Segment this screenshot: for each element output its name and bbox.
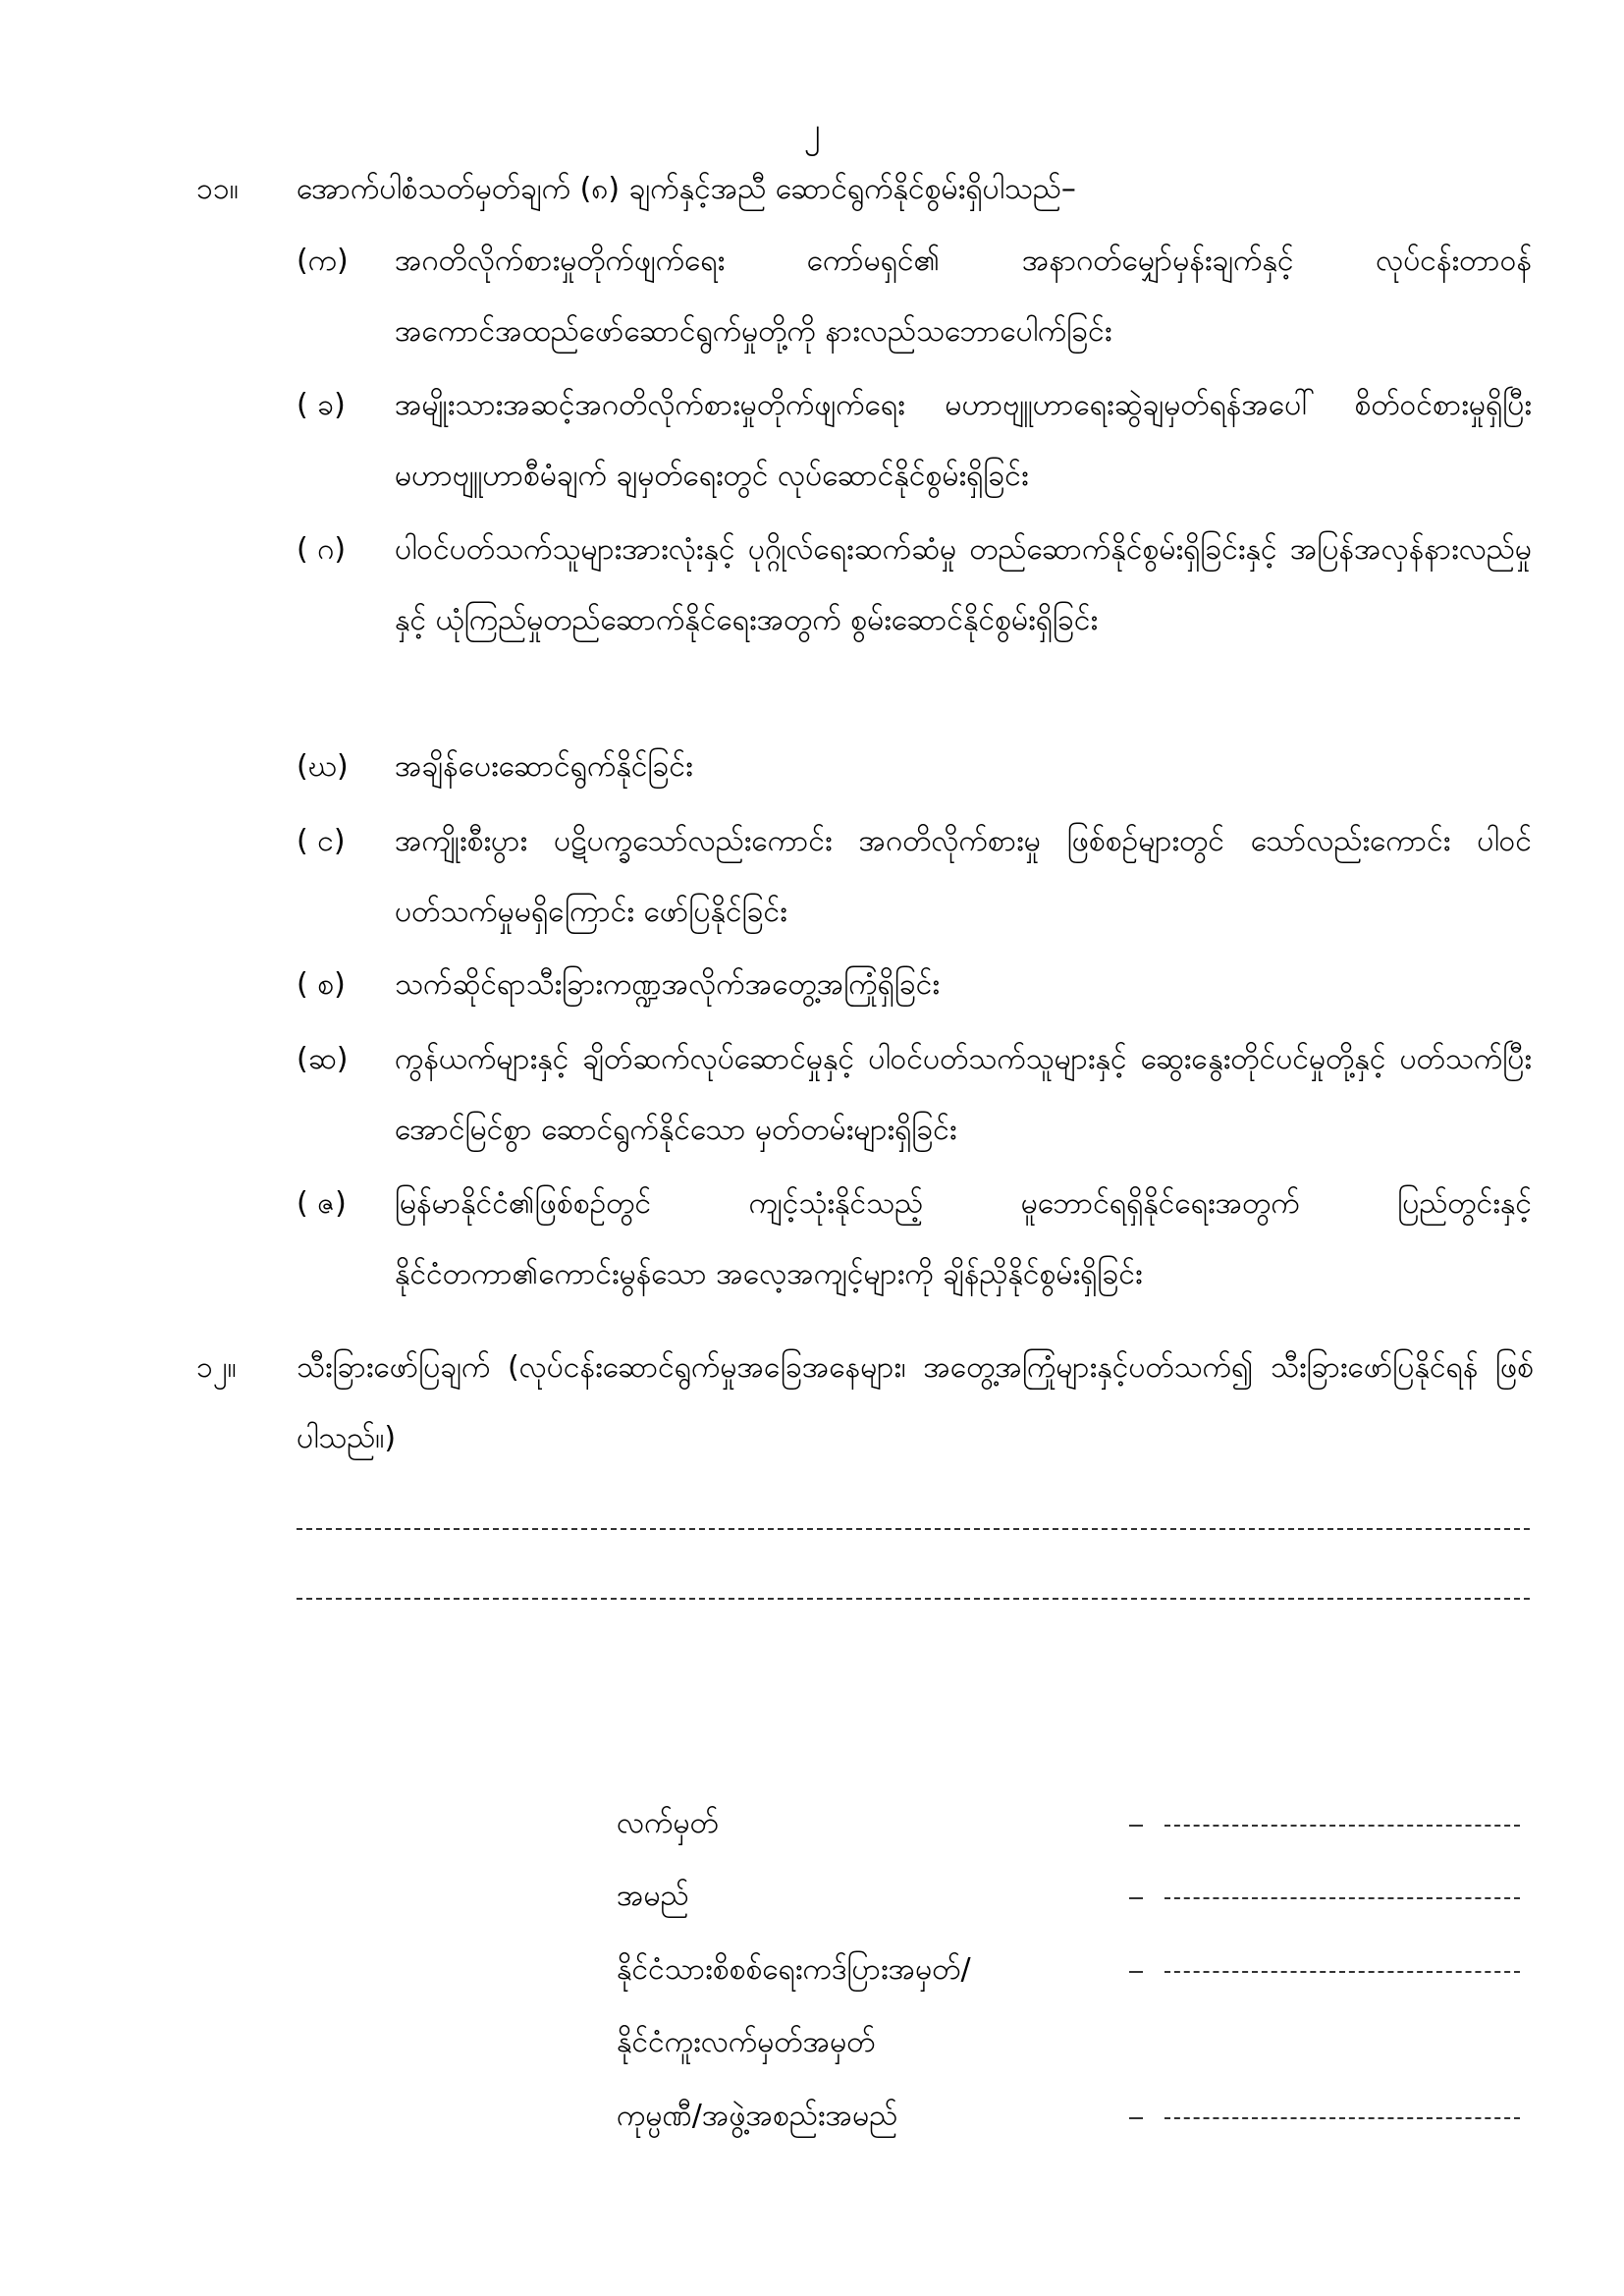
criteria-label-nga: ( င) bbox=[297, 824, 346, 858]
criteria-label-za: ( ဇ) bbox=[297, 1186, 347, 1221]
criteria-label-ga: ( ဂ) bbox=[297, 532, 347, 567]
page-number: ၂ bbox=[803, 111, 821, 150]
answer-line-1[interactable] bbox=[297, 1528, 1530, 1530]
criteria-text-nga: အကျိုးစီးပွား ပဋိပက္ခသော်လည်းကောင်း အဂတိလိုက်စားမှု ဖြစ်စဉ်များတွင် သော်လည်းကောင်း ပါဝင်ပတ်သက်မှုမရှိကြောင်း ဖော်ပြနိုင်ခြင်း bbox=[395, 824, 1532, 929]
criteria-text-ka: အဂတိလိုက်စားမှုတိုက်ဖျက်ရေး ကော်မရှင်၏ အနာဂတ်မျှော်မှန်းချက်နှင့် လုပ်ငန်းတာဝန်အကောင်အထည်ဖော်ဆောင်ရွက်မှုတို့ကို နားလည်သဘောပေါက်ခြင်း bbox=[395, 244, 1532, 349]
criteria-label-gha: (ဃ) bbox=[297, 749, 349, 784]
criteria-label-kha: ( ခ) bbox=[297, 388, 346, 422]
criteria-text-gha: အချိန်ပေးဆောင်ရွက်နိုင်ခြင်း bbox=[395, 749, 693, 784]
id-number-field[interactable] bbox=[1129, 1947, 1522, 1993]
section-12-text: သီးခြားဖော်ပြချက် (လုပ်ငန်းဆောင်ရွက်မှုအခြေအနေများ၊ အတွေ့အကြုံများနှင့်ပတ်သက်၍ သီးခြားဖော်ပြနိုင်ရန် ဖြစ်ပါသည်။) bbox=[297, 1350, 1534, 1455]
criteria-text-kha: အမျိုးသားအဆင့်အဂတိလိုက်စားမှုတိုက်ဖျက်ရေး မဟာဗျူဟာရေးဆွဲချမှတ်ရန်အပေါ် စိတ်ဝင်စားမှုရှိပြီး မဟာဗျူဟာစီမံချက် ချမှတ်ရေးတွင် လုပ်ဆောင်နိုင်စွမ်းရှိခြင်း bbox=[395, 388, 1532, 493]
criteria-label-sa: ( စ) bbox=[297, 967, 346, 1002]
passport-number-label: နိုင်ငံကူးလက်မှတ်အမှတ် bbox=[617, 2025, 876, 2059]
signature-field[interactable] bbox=[1129, 1801, 1522, 1846]
criteria-label-ka: (က) bbox=[297, 244, 349, 278]
criteria-text-sa: သက်ဆိုင်ရာသီးခြားကဏ္ဍအလိုက်အတွေ့အကြုံရှိခြင်း bbox=[395, 967, 941, 1002]
section-11-number: ၁၁။ bbox=[196, 172, 239, 206]
section-12-number: ၁၂။ bbox=[196, 1350, 237, 1385]
criteria-label-hsa: (ဆ) bbox=[297, 1042, 349, 1076]
organization-label: ကုမ္ပဏီ/အဖွဲ့အစည်းအမည် bbox=[617, 2099, 898, 2133]
section-11-heading: အောက်ပါစံသတ်မှတ်ချက် (၈) ချက်နှင့်အညီ ဆောင်ရွက်နိုင်စွမ်းရှိပါသည်– bbox=[297, 172, 1076, 206]
criteria-text-za: မြန်မာနိုင်ငံ၏ဖြစ်စဉ်တွင် ကျင့်သုံးနိုင်သည့် မူဘောင်ရရှိနိုင်ရေးအတွက် ပြည်တွင်းနှင့် နိုင်ငံတကာ၏ကောင်းမွန်သော အလေ့အကျင့်များကို ချိန်ညှိနိုင်စွမ်းရှိခြင်း bbox=[395, 1186, 1532, 1291]
criteria-text-hsa: ကွန်ယက်များနှင့် ချိတ်ဆက်လုပ်ဆောင်မှုနှင့် ပါဝင်ပတ်သက်သူများနှင့် ဆွေးနွေးတိုင်ပင်မှုတို့နှင့် ပတ်သက်ပြီး အောင်မြင်စွာ ဆောင်ရွက်နိုင်သော မှတ်တမ်းများရှိခြင်း bbox=[395, 1042, 1532, 1147]
name-field[interactable] bbox=[1129, 1874, 1522, 1919]
name-label: အမည် bbox=[617, 1879, 689, 1913]
answer-line-2[interactable] bbox=[297, 1598, 1530, 1600]
id-number-label: နိုင်ငံသားစိစစ်ရေးကဒ်ပြားအမှတ်/ bbox=[617, 1952, 971, 1987]
criteria-text-ga: ပါဝင်ပတ်သက်သူများအားလုံးနှင့် ပုဂ္ဂိုလ်ရေးဆက်ဆံမှု တည်ဆောက်နိုင်စွမ်းရှိခြင်းနှင့် အပြန်အလှန်နားလည်မှုနှင့် ယုံကြည်မှုတည်ဆောက်နိုင်ရေးအတွက် စွမ်းဆောင်နိုင်စွမ်းရှိခြင်း bbox=[395, 532, 1532, 637]
signature-label: လက်မှတ် bbox=[617, 1806, 719, 1840]
organization-field[interactable] bbox=[1129, 2094, 1522, 2139]
